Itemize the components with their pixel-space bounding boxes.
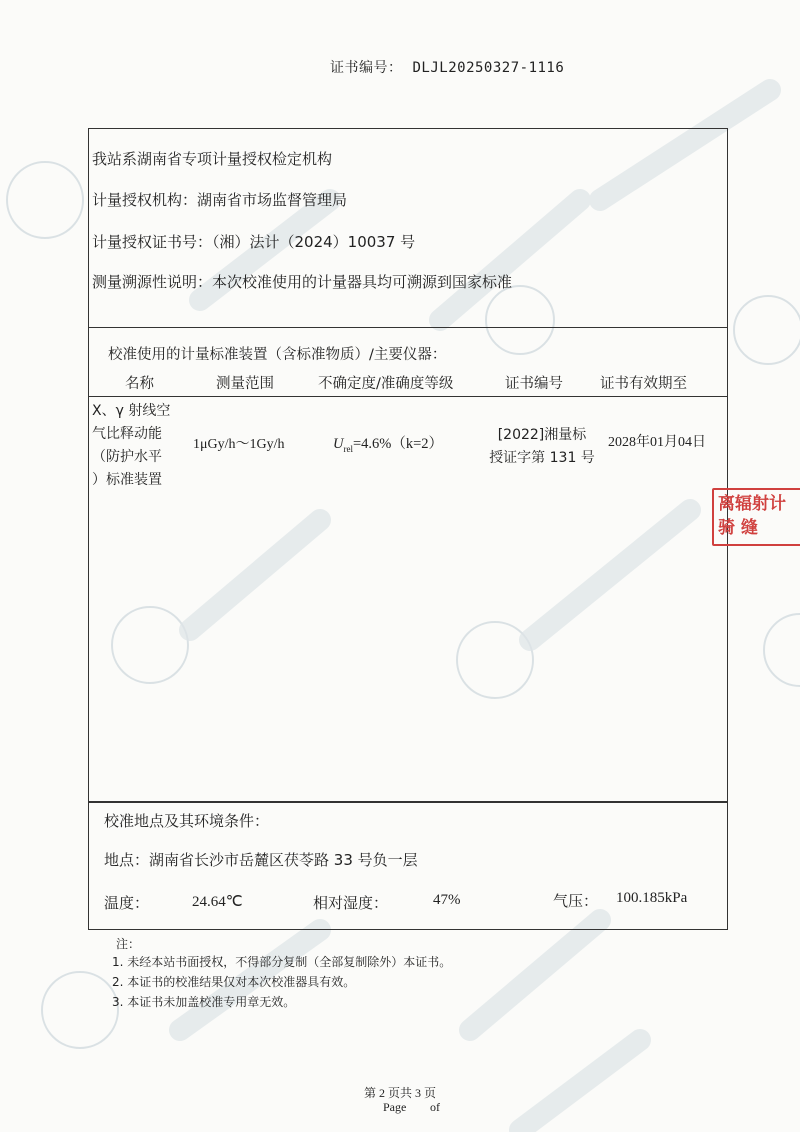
- notes-title: 注：: [116, 937, 141, 951]
- traceability-statement: 测量溯源性说明：本次校准使用的计量器具均可溯源到国家标准: [92, 273, 513, 291]
- watermark-emblem-icon: [734, 296, 800, 364]
- seal-text: 离辐射计: [718, 494, 786, 514]
- standards-title: 校准使用的计量标准装置（含标准物质）/主要仪器：: [108, 347, 447, 363]
- environment-title: 校准地点及其环境条件：: [104, 812, 270, 830]
- uncertainty-subscript: rel: [343, 443, 353, 454]
- authorizing-body: 计量授权机构：湖南省市场监督管理局: [92, 191, 348, 209]
- note-item: 2. 本证书的校准结果仅对本次校准器具有效。: [112, 975, 356, 989]
- humidity-label: 相对湿度：: [313, 894, 389, 912]
- uncertainty-symbol: U: [333, 436, 344, 452]
- side-seal-stamp: [712, 488, 800, 546]
- column-header-uncertainty: 不确定度/准确度等级: [318, 376, 454, 392]
- name-line: X、γ 射线空: [92, 403, 171, 419]
- temperature-value: 24.64℃: [192, 894, 243, 910]
- column-header-name: 名称: [125, 376, 154, 392]
- table-cell-valid-until: 2028年01月04日: [608, 435, 706, 450]
- table-header-divider: [88, 396, 728, 397]
- column-header-valid-until: 证书有效期至: [600, 376, 687, 392]
- certificate-number-label: 证书编号：: [330, 60, 403, 76]
- table-cell-name: [92, 400, 192, 492]
- column-header-cert-number: 证书编号: [505, 376, 563, 392]
- table-cell-cert-number: [486, 424, 598, 470]
- watermark-emblem-icon: [42, 972, 118, 1048]
- name-line: 气比释动能: [92, 426, 162, 442]
- pressure-label: 气压：: [553, 892, 599, 910]
- authorization-certificate-number: 计量授权证书号：（湘）法计（2024）10037 号: [92, 233, 416, 251]
- cert-line: 授证字第 131 号: [489, 450, 595, 466]
- watermark-emblem-icon: [764, 614, 800, 686]
- table-cell-range: 1μGy/h～1Gy/h: [193, 437, 285, 452]
- page-number-en-page: Page: [383, 1100, 407, 1114]
- notes-list: [112, 952, 451, 1012]
- seal-text: 骑 缝: [718, 518, 758, 538]
- certificate-number: [330, 57, 564, 77]
- authorization-statement: 我站系湖南省专项计量授权检定机构: [92, 150, 333, 168]
- page-number-cn: 第 2 页共 3 页: [363, 1086, 436, 1100]
- temperature-label: 温度：: [104, 894, 150, 912]
- certificate-number-value: DLJL20250327-1116: [412, 60, 565, 76]
- table-cell-uncertainty: [333, 433, 443, 461]
- calibration-location: 地点：湖南省长沙市岳麓区茯苓路 33 号负一层: [104, 851, 418, 869]
- cert-line: [2022]湘量标: [497, 427, 587, 443]
- column-header-range: 测量范围: [216, 376, 274, 392]
- humidity-value: 47%: [433, 892, 461, 908]
- name-line: ）标准装置: [92, 472, 162, 488]
- page-number-en-of: of: [430, 1100, 440, 1114]
- watermark-emblem-icon: [7, 162, 83, 238]
- uncertainty-value: =4.6%（k=2）: [352, 436, 444, 452]
- note-item: 3. 本证书未加盖校准专用章无效。: [112, 995, 296, 1009]
- name-line: （防护水平: [92, 449, 162, 465]
- note-item: 1. 未经本站书面授权，不得部分复制（全部复制除外）本证书。: [112, 955, 452, 969]
- pressure-value: 100.185kPa: [616, 890, 688, 906]
